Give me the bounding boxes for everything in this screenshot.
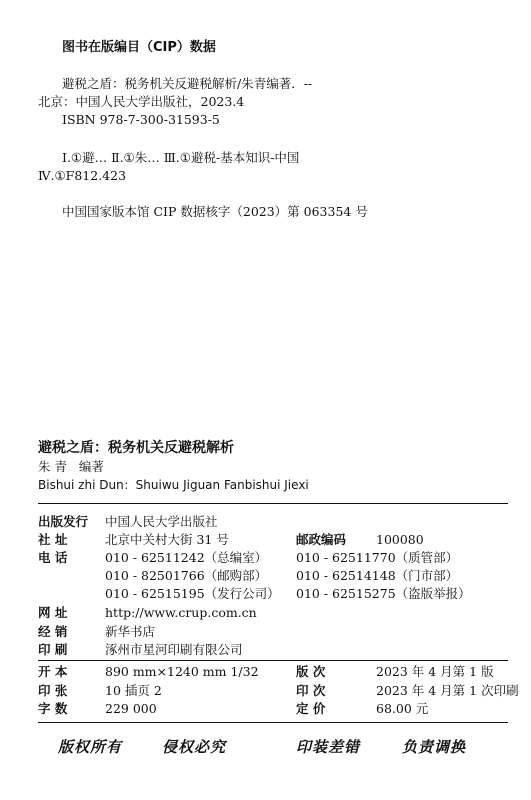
phone-2: 010 - 62511770（质管部） (296, 550, 459, 565)
cip-hezi: 中国国家版本馆 CIP 数据核字（2023）第 063354 号 (62, 204, 368, 219)
phone-6: 010 - 62515275（盗版举报） (296, 586, 471, 601)
phone-label: 电 话 (38, 550, 68, 565)
postcode-label: 邮政编码 (296, 532, 347, 547)
cip-classification-2: Ⅳ.①F812.423 (38, 168, 127, 183)
distributor-label: 经 销 (38, 624, 68, 639)
words-value: 229 000 (105, 701, 157, 716)
postcode-value: 100080 (376, 532, 424, 547)
publisher-label: 出版发行 (38, 514, 89, 529)
footer-errors: 印装差错 (296, 738, 361, 756)
printer-label: 印 刷 (38, 642, 68, 657)
price-value: 68.00 元 (376, 701, 429, 716)
author-name: 朱 青 (38, 459, 67, 474)
footer-copyright: 版权所有 (58, 738, 123, 756)
web-value: http://www.crup.com.cn (105, 605, 257, 620)
impression-label: 印 次 (296, 683, 326, 698)
address-value: 北京中关村大街 31 号 (105, 532, 229, 547)
cip-title-line: 避税之盾：税务机关反避税解析/朱青编著．-- (62, 76, 313, 91)
printer-value: 涿州市星河印刷有限公司 (105, 642, 243, 657)
book-pinyin: Bishui zhi Dun：Shuiwu Jiguan Fanbishui Jiexi (38, 478, 309, 492)
top-rule (38, 503, 508, 504)
impression-value: 2023 年 4 月第 1 次印刷 (376, 683, 519, 698)
words-label: 字 数 (38, 701, 68, 716)
sheets-value: 10 插页 2 (105, 683, 162, 698)
cip-classification-1: Ⅰ.①避… Ⅱ.①朱… Ⅲ.①避税-基本知识-中国 (62, 150, 300, 165)
phone-5: 010 - 62515195（发行公司） (105, 586, 280, 601)
address-label: 社 址 (38, 532, 68, 547)
cip-heading: 图书在版编目（CIP）数据 (62, 40, 216, 55)
mid-rule (38, 660, 508, 661)
book-title: 避税之盾：税务机关反避税解析 (38, 440, 234, 456)
sheets-label: 印 张 (38, 683, 68, 698)
edition-value: 2023 年 4 月第 1 版 (376, 664, 494, 679)
distributor-value: 新华书店 (105, 624, 156, 639)
cip-isbn: ISBN 978-7-300-31593-5 (62, 112, 220, 127)
cip-publisher-line: 北京：中国人民大学出版社，2023.4 (38, 94, 245, 109)
author-role: 编著 (78, 459, 104, 474)
price-label: 定 价 (296, 701, 326, 716)
phone-4: 010 - 62514148（门市部） (296, 568, 459, 583)
format-label: 开 本 (38, 664, 68, 679)
web-label: 网 址 (38, 605, 68, 620)
book-author (38, 459, 104, 475)
phone-3: 010 - 82501766（邮购部） (105, 568, 268, 583)
publisher-value: 中国人民大学出版社 (105, 514, 218, 529)
format-value: 890 mm×1240 mm 1/32 (105, 664, 259, 679)
footer-piracy: 侵权必究 (162, 738, 227, 756)
bottom-rule (38, 722, 508, 723)
footer-exchange: 负责调换 (402, 738, 467, 756)
phone-1: 010 - 62511242（总编室） (105, 550, 268, 565)
edition-label: 版 次 (296, 664, 326, 679)
